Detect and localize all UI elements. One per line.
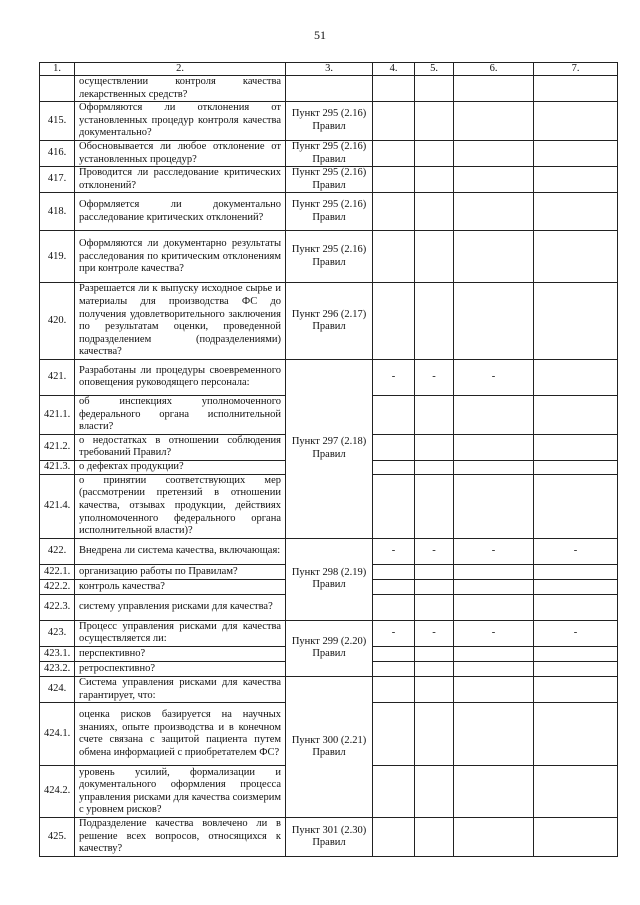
question-text: об инспекциях уполномоченного федерального органа исполнительной власти?	[75, 395, 286, 434]
answer-cell-5	[415, 594, 454, 620]
regulation-ref: Пункт 296 (2.17) Правил	[286, 283, 373, 360]
row-number: 422.3.	[40, 594, 75, 620]
question-text: Обосновывается ли любое отклонение от установленных процедур?	[75, 140, 286, 166]
answer-cell-6: -	[454, 359, 534, 395]
answer-cell-6	[454, 703, 534, 766]
question-text: осуществлении контроля качества лекарственных средств?	[75, 76, 286, 102]
regulation-ref	[286, 76, 373, 102]
answer-cell-5	[415, 677, 454, 703]
answer-cell-4	[373, 474, 415, 538]
checklist-table	[39, 62, 618, 857]
row-number: 422.	[40, 538, 75, 564]
answer-cell-6	[454, 167, 534, 193]
question-text: Разработаны ли процедуры своевременного оповещения руководящего персонала:	[75, 359, 286, 395]
row-number: 423.1.	[40, 647, 75, 662]
answer-cell-4	[373, 766, 415, 818]
answer-cell-6	[454, 460, 534, 474]
question-text: контроль качества?	[75, 579, 286, 594]
answer-cell-4	[373, 102, 415, 141]
answer-cell-7	[534, 140, 618, 166]
table-row	[40, 102, 618, 141]
regulation-ref: Пункт 299 (2.20) Правил	[286, 620, 373, 676]
question-text: о дефектах продукции?	[75, 460, 286, 474]
regulation-ref: Пункт 295 (2.16) Правил	[286, 231, 373, 283]
answer-cell-7	[534, 579, 618, 594]
answer-cell-6	[454, 677, 534, 703]
answer-cell-7	[534, 662, 618, 677]
answer-cell-4	[373, 594, 415, 620]
regulation-ref: Пункт 295 (2.16) Правил	[286, 102, 373, 141]
answer-cell-4	[373, 579, 415, 594]
row-number: 424.2.	[40, 766, 75, 818]
answer-cell-5	[415, 76, 454, 102]
table-row	[40, 818, 618, 857]
question-text: Система управления рисками для качества гарантирует, что:	[75, 677, 286, 703]
answer-cell-6: -	[454, 620, 534, 646]
answer-cell-5	[415, 395, 454, 434]
answer-cell-4	[373, 460, 415, 474]
answer-cell-4: -	[373, 620, 415, 646]
question-text: систему управления рисками для качества?	[75, 594, 286, 620]
answer-cell-5	[415, 283, 454, 360]
table-row	[40, 538, 618, 564]
row-number	[40, 76, 75, 102]
answer-cell-5	[415, 647, 454, 662]
column-header: 7.	[534, 63, 618, 76]
answer-cell-6	[454, 766, 534, 818]
answer-cell-6	[454, 193, 534, 231]
answer-cell-6	[454, 818, 534, 857]
page-number: 51	[314, 28, 326, 42]
answer-cell-6	[454, 647, 534, 662]
answer-cell-4	[373, 76, 415, 102]
question-text: Оформляются ли отклонения от установленных процедур контроля качества документально?	[75, 102, 286, 141]
column-header: 4.	[373, 63, 415, 76]
regulation-ref: Пункт 301 (2.30) Правил	[286, 818, 373, 857]
question-text: о недостатках в отношении соблюдения требований Правил?	[75, 434, 286, 460]
answer-cell-7	[534, 564, 618, 579]
question-text: Оформляются ли документарно результаты расследования по критическим отклонениям при контроле качества?	[75, 231, 286, 283]
row-number: 421.2.	[40, 434, 75, 460]
row-number: 422.1.	[40, 564, 75, 579]
answer-cell-5	[415, 140, 454, 166]
row-number: 423.2.	[40, 662, 75, 677]
table-row	[40, 677, 618, 703]
table-row	[40, 167, 618, 193]
row-number: 425.	[40, 818, 75, 857]
answer-cell-6	[454, 76, 534, 102]
question-text: Проводится ли расследование критических отклонений?	[75, 167, 286, 193]
answer-cell-4: -	[373, 538, 415, 564]
regulation-ref: Пункт 300 (2.21) Правил	[286, 677, 373, 818]
answer-cell-7	[534, 102, 618, 141]
answer-cell-5	[415, 703, 454, 766]
question-text: Разрешается ли к выпуску исходное сырье и материалы для производства ФС до получения удовлетворительного заключения по результатам оценки, проведенной подразделением (подразделениями) качества?	[75, 283, 286, 360]
regulation-ref: Пункт 295 (2.16) Правил	[286, 140, 373, 166]
answer-cell-6	[454, 662, 534, 677]
table-row	[40, 620, 618, 646]
row-number: 415.	[40, 102, 75, 141]
answer-cell-7	[534, 193, 618, 231]
answer-cell-4	[373, 647, 415, 662]
answer-cell-7	[534, 474, 618, 538]
answer-cell-7: -	[534, 620, 618, 646]
answer-cell-5	[415, 564, 454, 579]
answer-cell-5: -	[415, 359, 454, 395]
answer-cell-7	[534, 283, 618, 360]
answer-cell-5	[415, 167, 454, 193]
answer-cell-6	[454, 474, 534, 538]
answer-cell-6	[454, 231, 534, 283]
row-number: 423.	[40, 620, 75, 646]
row-number: 424.1.	[40, 703, 75, 766]
row-number: 421.3.	[40, 460, 75, 474]
table-row	[40, 193, 618, 231]
table-row	[40, 359, 618, 395]
answer-cell-5: -	[415, 620, 454, 646]
column-header: 5.	[415, 63, 454, 76]
row-number: 417.	[40, 167, 75, 193]
question-text: Внедрена ли система качества, включающая:	[75, 538, 286, 564]
column-header: 1.	[40, 63, 75, 76]
answer-cell-4	[373, 167, 415, 193]
question-text: перспективно?	[75, 647, 286, 662]
answer-cell-5	[415, 460, 454, 474]
answer-cell-5	[415, 766, 454, 818]
answer-cell-7	[534, 677, 618, 703]
answer-cell-7	[534, 434, 618, 460]
answer-cell-6: -	[454, 538, 534, 564]
row-number: 419.	[40, 231, 75, 283]
answer-cell-7	[534, 167, 618, 193]
answer-cell-5: -	[415, 538, 454, 564]
question-text: Подразделение качества вовлечено ли в решение всех вопросов, относящихся к качеству?	[75, 818, 286, 857]
answer-cell-4	[373, 434, 415, 460]
column-header: 6.	[454, 63, 534, 76]
table-row	[40, 140, 618, 166]
question-text: о принятии соответствующих мер (рассмотрении претензий в отношении качества, отзывах продукции, действиях уполномоченного федерального органа исполнительной власти)?	[75, 474, 286, 538]
answer-cell-5	[415, 434, 454, 460]
answer-cell-6	[454, 579, 534, 594]
answer-cell-7	[534, 647, 618, 662]
question-text: организацию работы по Правилам?	[75, 564, 286, 579]
answer-cell-4	[373, 231, 415, 283]
answer-cell-6	[454, 594, 534, 620]
answer-cell-6	[454, 140, 534, 166]
answer-cell-6	[454, 283, 534, 360]
answer-cell-6	[454, 102, 534, 141]
question-text: Процесс управления рисками для качества осуществляется ли:	[75, 620, 286, 646]
answer-cell-7	[534, 594, 618, 620]
answer-cell-5	[415, 662, 454, 677]
answer-cell-4	[373, 703, 415, 766]
regulation-ref: Пункт 295 (2.16) Правил	[286, 167, 373, 193]
question-text: Оформляется ли документально расследование критических отклонений?	[75, 193, 286, 231]
answer-cell-5	[415, 579, 454, 594]
column-header: 3.	[286, 63, 373, 76]
regulation-ref: Пункт 298 (2.19) Правил	[286, 538, 373, 620]
answer-cell-7	[534, 359, 618, 395]
table-row	[40, 231, 618, 283]
column-header: 2.	[75, 63, 286, 76]
answer-cell-7	[534, 76, 618, 102]
row-number: 422.2.	[40, 579, 75, 594]
answer-cell-5	[415, 474, 454, 538]
answer-cell-4	[373, 140, 415, 166]
answer-cell-5	[415, 102, 454, 141]
answer-cell-4	[373, 283, 415, 360]
answer-cell-4	[373, 564, 415, 579]
table-row	[40, 76, 618, 102]
answer-cell-7	[534, 818, 618, 857]
row-number: 424.	[40, 677, 75, 703]
answer-cell-6	[454, 395, 534, 434]
question-text: оценка рисков базируется на научных знаниях, опыте производства и в конечном счете связана с защитой пациента путем обмена информацией с приобретателем ФС?	[75, 703, 286, 766]
answer-cell-7: -	[534, 538, 618, 564]
row-number: 418.	[40, 193, 75, 231]
answer-cell-4	[373, 395, 415, 434]
row-number: 421.1.	[40, 395, 75, 434]
answer-cell-4	[373, 818, 415, 857]
answer-cell-4	[373, 193, 415, 231]
answer-cell-7	[534, 395, 618, 434]
answer-cell-4	[373, 662, 415, 677]
answer-cell-5	[415, 231, 454, 283]
answer-cell-4: -	[373, 359, 415, 395]
regulation-ref: Пункт 297 (2.18) Правил	[286, 359, 373, 538]
answer-cell-4	[373, 677, 415, 703]
answer-cell-7	[534, 766, 618, 818]
answer-cell-5	[415, 193, 454, 231]
row-number: 420.	[40, 283, 75, 360]
table-row	[40, 283, 618, 360]
answer-cell-6	[454, 434, 534, 460]
header-row	[40, 63, 618, 76]
answer-cell-7	[534, 231, 618, 283]
question-text: ретроспективно?	[75, 662, 286, 677]
answer-cell-6	[454, 564, 534, 579]
row-number: 416.	[40, 140, 75, 166]
answer-cell-7	[534, 703, 618, 766]
answer-cell-5	[415, 818, 454, 857]
answer-cell-7	[534, 460, 618, 474]
row-number: 421.4.	[40, 474, 75, 538]
question-text: уровень усилий, формализации и документального оформления процесса управления рисками для качества соизмерим с уровнем рисков?	[75, 766, 286, 818]
row-number: 421.	[40, 359, 75, 395]
regulation-ref: Пункт 295 (2.16) Правил	[286, 193, 373, 231]
